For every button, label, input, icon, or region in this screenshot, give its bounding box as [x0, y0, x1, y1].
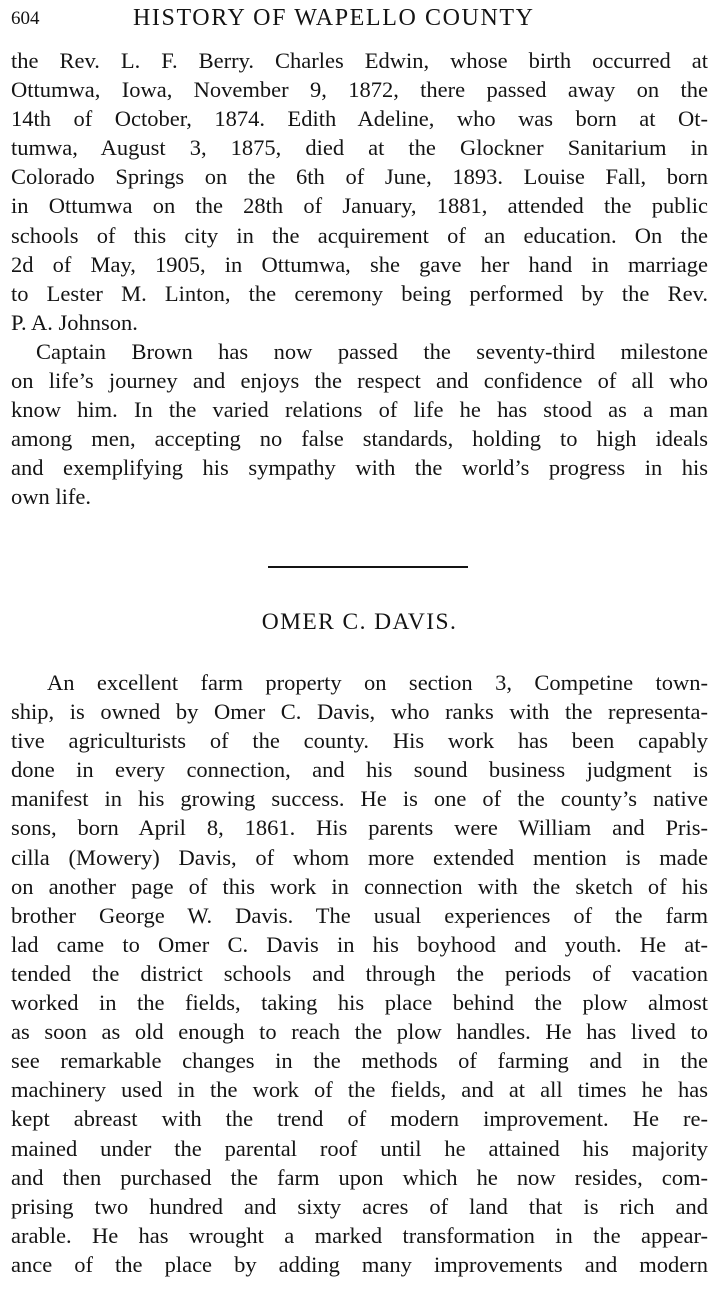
text-line: arable. He has wrought a marked transformation in the appear-	[11, 1222, 708, 1248]
text-line: among men, accepting no false standards, holding to high ideals	[11, 426, 708, 452]
text-line: on life’s journey and enjoys the respect and confidence of all who	[11, 368, 708, 394]
text-line: cilla (Mowery) Davis, of whom more extended mention is made	[11, 844, 708, 870]
text-line: know him. In the varied relations of life he has stood as a man	[11, 397, 708, 423]
continued-biography-text	[11, 46, 708, 512]
page-number: 604	[11, 8, 40, 29]
text-line: 2d of May, 1905, in Ottumwa, she gave her hand in marriage	[11, 251, 708, 277]
text-line: done in every connection, and his sound business judgment is	[11, 757, 708, 783]
text-line: to Lester M. Linton, the ceremony being performed by the Rev.	[11, 280, 708, 306]
text-line: Colorado Springs on the 6th of June, 1893. Louise Fall, born	[11, 164, 708, 190]
text-line: 14th of October, 1874. Edith Adeline, who was born at Ot-	[11, 106, 708, 132]
running-head	[11, 0, 708, 36]
text-line: mained under the parental roof until he attained his majority	[11, 1135, 708, 1161]
text-line: brother George W. Davis. The usual experiences of the farm	[11, 902, 708, 928]
text-line: own life.	[11, 484, 91, 510]
text-line: Captain Brown has now passed the seventy-third milestone	[36, 338, 708, 364]
text-line: and exemplifying his sympathy with the world’s progress in his	[11, 455, 708, 481]
text-line: An excellent farm property on section 3, Competine town-	[47, 670, 708, 695]
text-line: the Rev. L. F. Berry. Charles Edwin, whose birth occurred at	[11, 48, 708, 73]
text-line: worked in the fields, taking his place behind the plow almost	[11, 990, 708, 1016]
text-line: P. A. Johnson.	[11, 309, 138, 335]
text-line: sons, born April 8, 1861. His parents were William and Pris-	[11, 815, 708, 841]
running-title: HISTORY OF WAPELLO COUNTY	[133, 5, 535, 31]
text-line: and then purchased the farm upon which he now resides, com-	[11, 1164, 708, 1190]
section-divider-rule	[268, 566, 468, 568]
text-line: ship, is owned by Omer C. Davis, who ranks with the representa-	[11, 699, 708, 725]
text-line: see remarkable changes in the methods of farming and in the	[11, 1048, 708, 1074]
text-line: as soon as old enough to reach the plow handles. He has lived to	[11, 1019, 708, 1045]
text-line: kept abreast with the trend of modern improvement. He re-	[11, 1106, 708, 1132]
text-line: lad came to Omer C. Davis in his boyhood and youth. He at-	[11, 931, 708, 957]
text-line: tended the district schools and through the periods of vacation	[11, 960, 708, 986]
text-line: manifest in his growing success. He is one of the county’s native	[11, 786, 708, 812]
text-line: schools of this city in the acquirement of an education. On the	[11, 222, 708, 248]
section-heading: OMER C. DAVIS.	[261, 609, 458, 635]
text-line: tive agriculturists of the county. His work has been capably	[11, 728, 708, 754]
section-body-text	[11, 668, 708, 1279]
text-line: Ottumwa, Iowa, November 9, 1872, there passed away on the	[11, 77, 708, 103]
text-line: prising two hundred and sixty acres of land that is rich and	[11, 1193, 708, 1219]
text-line: in Ottumwa on the 28th of January, 1881, attended the public	[11, 193, 708, 219]
text-line: ance of the place by adding many improvements and modern	[11, 1251, 708, 1277]
book-page	[11, 0, 708, 1277]
text-line: on another page of this work in connection with the sketch of his	[11, 873, 708, 899]
text-line: tumwa, August 3, 1875, died at the Glockner Sanitarium in	[11, 135, 708, 161]
text-line: machinery used in the work of the fields, and at all times he has	[11, 1077, 708, 1103]
